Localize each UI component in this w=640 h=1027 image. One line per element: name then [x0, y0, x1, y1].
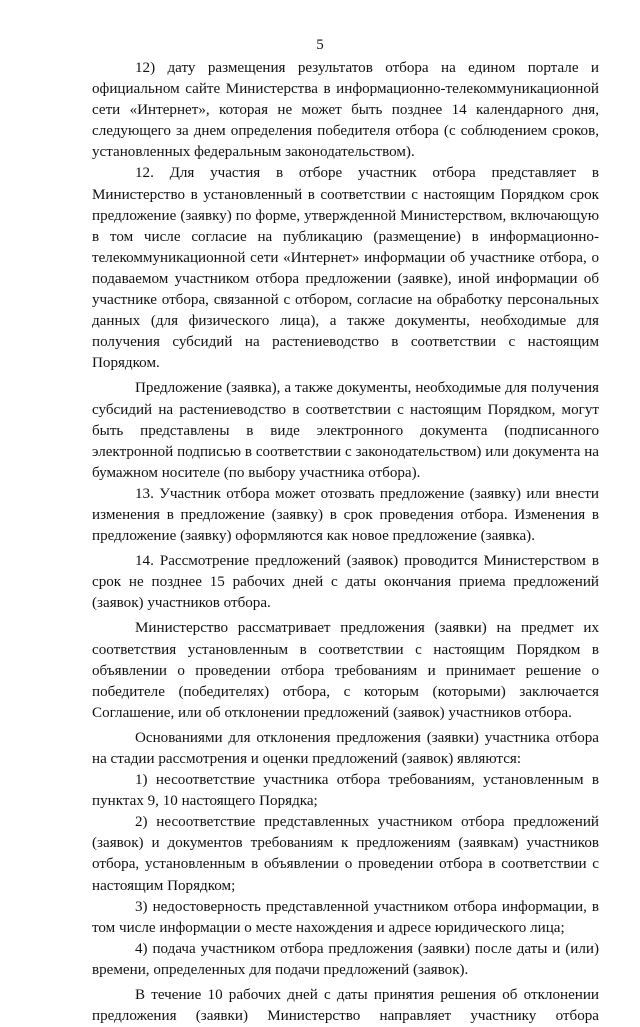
list-item-ground-3: 3) недостоверность представленной участником отбора информации, в том числе информации о месте нахождения и адресе юридического лица;	[92, 898, 599, 936]
page-number: 5	[316, 37, 324, 53]
document-body	[92, 58, 599, 1027]
paragraph-clause-14: 14. Рассмотрение предложений (заявок) проводится Министерством в срок не позднее 15 рабочих дней с даты окончания приема предложений (заявок) участников отбора.	[92, 553, 599, 612]
list-item-ground-2: 2) несоответствие представленных участником отбора предложений (заявок) и документов требованиям к предложениям (заявкам) участников отбора, установленным в объявлении о проведении отбора в соответствии с настоящим Порядком;	[92, 814, 599, 894]
paragraph-application-format: Предложение (заявка), а также документы, необходимые для получения субсидий на растениеводство в соответствии с настоящим Порядком, могут быть представлены в виде электронного документа (подписанного электронной подписью в соответствии с законодательством) или документа на бумажном носителе (по выбору участника отбора).	[92, 380, 599, 481]
list-item-ground-4: 4) подача участником отбора предложения (заявки) после даты и (или) времени, определенных для подачи предложений (заявок).	[92, 940, 599, 978]
paragraph-item-12-date: 12) дату размещения результатов отбора на едином портале и официальном сайте Министерства в информационно-телекоммуникационной сети «Интернет», которая не может быть позднее 14 календарного дня, следующего за днем определения победителя отбора (с соблюдением сроков, установленных федеральным законодательством).	[92, 60, 599, 161]
paragraph-rejection-grounds: Основаниями для отклонения предложения (заявки) участника отбора на стадии рассмотрения и оценки предложений (заявок) являются:	[92, 729, 599, 767]
paragraph-ministry-review: Министерство рассматривает предложения (заявки) на предмет их соответствия установленным в соответствии с настоящим Порядком в объявлении о проведении отбора требованиям и принимает решение о победителе (победителях) отбора, с которым (которыми) заключается Соглашение, или об отклонении предложений (заявок) участников отбора.	[92, 620, 599, 721]
list-item-ground-1: 1) несоответствие участника отбора требованиям, установленным в пунктах 9, 10 настоящего Порядка;	[92, 772, 599, 810]
paragraph-rejection-notice: В течение 10 рабочих дней с даты принятия решения об отклонении предложения (заявки) Министерство направляет участнику отбора	[92, 987, 599, 1025]
paragraph-clause-13: 13. Участник отбора может отозвать предложение (заявку) или внести изменения в предложение (заявку) в срок проведения отбора. Изменения в предложение (заявку) оформляются как новое предложение (заявка).	[92, 485, 599, 545]
paragraph-clause-12: 12. Для участия в отборе участник отбора представляет в Министерство в установленный в соответствии с настоящим Порядком срок предложение (заявку) по форме, утвержденной Министерством, включающую в том числе согласие на публикацию (размещение) в информационно-телекоммуникационной сети «Интернет» информации об участнике отбора, о подаваемом участником отбора предложении (заявке), иной информации об участнике отбора, связанной с отбором, согласие на обработку персональных данных (для физического лица), а также документы, необходимые для получения субсидий на растениеводство в соответствии с настоящим Порядком.	[92, 165, 599, 372]
